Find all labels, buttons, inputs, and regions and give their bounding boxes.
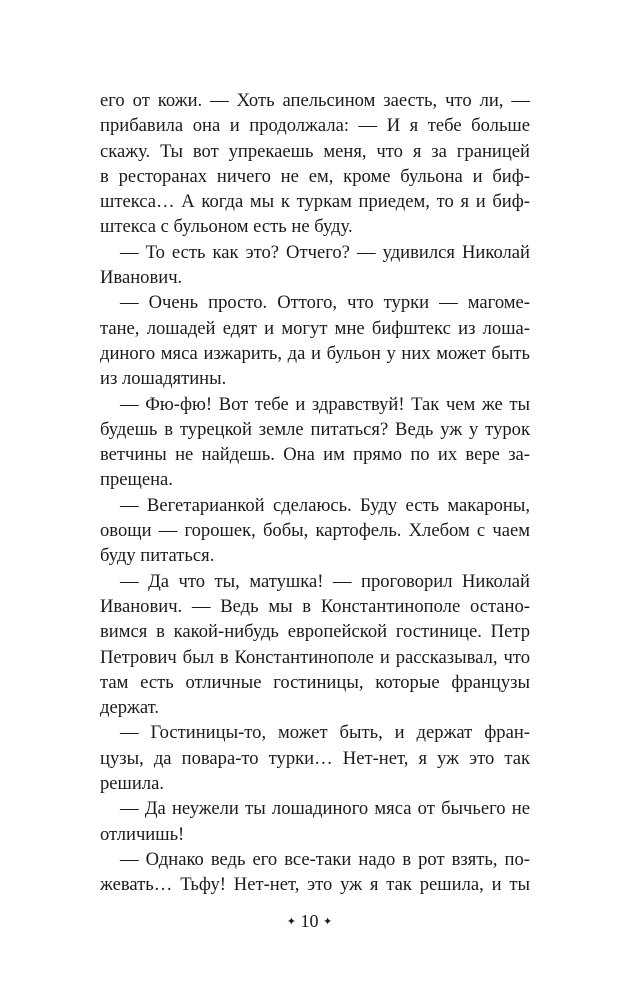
text-line: из лошадятины. (100, 368, 227, 390)
text-line: Иванович. (100, 267, 183, 289)
text-line: — Гостиницы-то, может быть, и держат фран- (120, 722, 530, 744)
text-line: — Да неужели ты лошадиного мяса от бычьего не (120, 798, 530, 820)
text-line: будешь в турецкой земле питаться? Ведь уж у турок (100, 418, 530, 440)
text-line: штекса с бульоном есть не буду. (100, 216, 353, 238)
text-line: прещена. (100, 469, 173, 491)
text-line: — Вегетарианкой сделаюсь. Буду есть макароны, (120, 494, 530, 516)
text-line: отличишь! (100, 823, 185, 845)
page-folio (0, 911, 619, 932)
text-line: прибавила она и продолжала: — И я тебе больше (100, 115, 530, 137)
left-ornament-icon: ✦ (286, 916, 296, 928)
text-line: тане, лошадей едят и могут мне бифштекс из лоша- (100, 317, 530, 339)
text-line: в ресторанах ничего не ем, кроме бульона и биф- (100, 165, 530, 187)
text-line: — Да что ты, матушка! — проговорил Николай (120, 570, 530, 592)
right-ornament-icon: ✦ (323, 916, 333, 928)
text-line: — Фю-фю! Вот тебе и здравствуй! Так чем же ты (120, 393, 530, 415)
text-line: его от кожи. — Хоть апельсином заесть, что ли, — (100, 90, 530, 111)
text-line: вимся в какой-нибудь европейской гостинице. Петр (100, 621, 530, 643)
body-text (100, 88, 530, 898)
text-line: штекса… А когда мы к туркам приедем, то я и биф- (100, 191, 530, 213)
text-line: цузы, да повара-то турки… Нет-нет, я уж это так (100, 747, 530, 769)
page-number: 10 (300, 911, 319, 931)
text-line: Иванович. — Ведь мы в Константинополе остано- (100, 595, 530, 617)
text-line: овощи — горошек, бобы, картофель. Хлебом с чаем (100, 520, 530, 542)
text-line: жевать… Тьфу! Нет-нет, это уж я так решила, и ты (100, 874, 530, 896)
text-line: там есть отличные гостиницы, которые французы (100, 671, 530, 693)
text-line: скажу. Ты вот упрекаешь меня, что я за границей (100, 140, 530, 162)
text-line: Петрович был в Константинополе и рассказывал, что (100, 646, 530, 668)
text-line: буду питаться. (100, 545, 215, 567)
text-line: — Однако ведь его все-таки надо в рот взять, по- (120, 848, 530, 870)
text-line: — Очень просто. Оттого, что турки — магоме- (120, 292, 530, 314)
text-line: — То есть как это? Отчего? — удивился Николай (120, 241, 530, 263)
text-line: решила. (100, 773, 164, 795)
text-line: диного мяса изжарить, да и бульон у них может быть (100, 342, 530, 364)
text-line: ветчины не найдешь. Она им прямо по их вере за- (100, 444, 530, 466)
text-line: держат. (100, 697, 160, 719)
